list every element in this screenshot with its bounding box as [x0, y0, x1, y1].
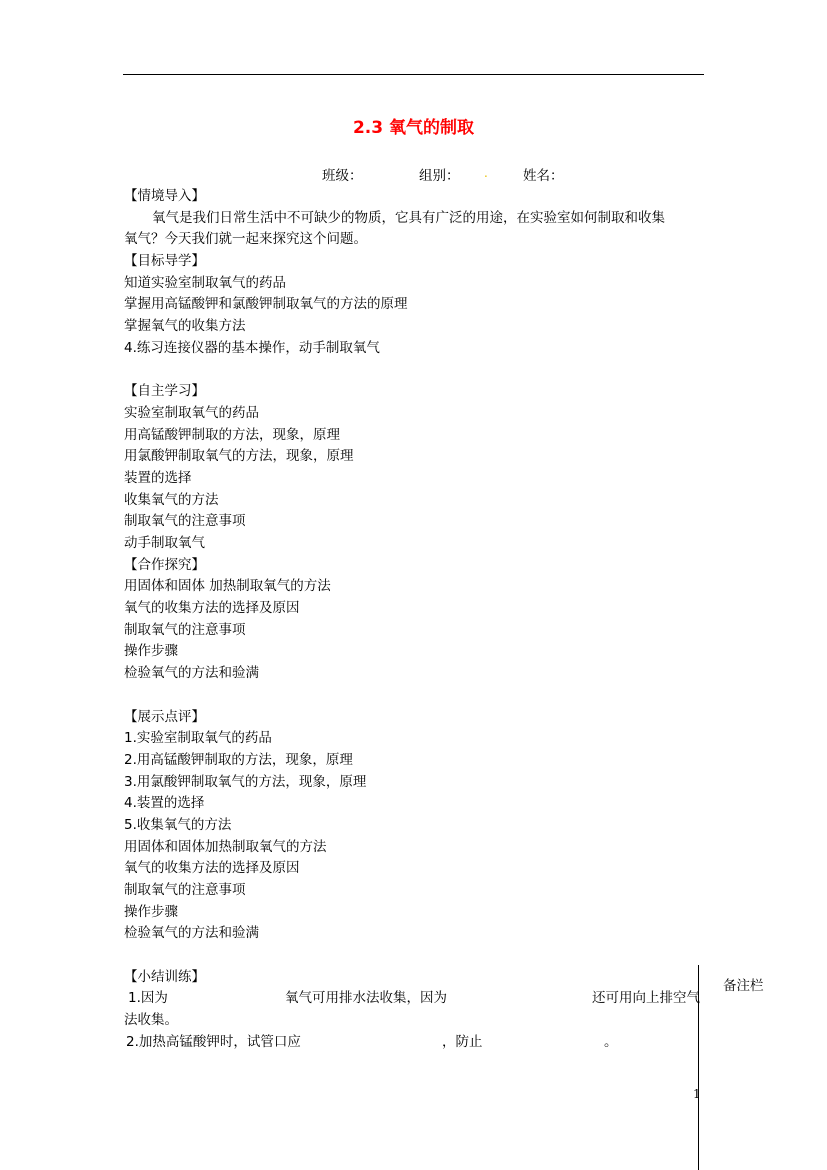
- document-body: [124, 186, 714, 1054]
- name-label: 姓名：: [523, 168, 564, 184]
- cooperate-item: 制取氧气的注意事项: [124, 621, 246, 638]
- spacer: [124, 360, 714, 382]
- summary-question-1: [124, 988, 714, 1010]
- self-study-item: 用氯酸钾制取氧气的方法，现象，原理: [124, 448, 354, 465]
- spacer: [124, 685, 714, 707]
- show-item: 1.实验室制取氧气的药品: [124, 730, 272, 747]
- section-heading-intro: 【情境导入】: [124, 188, 205, 204]
- self-study-item: 动手制取氧气: [124, 535, 205, 551]
- show-item: 氧气的收集方法的选择及原因: [124, 860, 300, 877]
- intro-line-1: 氧气是我们日常生活中不可缺少的物质，它具有广泛的用途，在实验室如何制取和收集: [152, 209, 665, 226]
- section-heading-goals: 【目标导学】: [124, 253, 205, 270]
- self-study-item: 装置的选择: [124, 469, 192, 486]
- self-study-item: 用高锰酸钾制取的方法，现象，原理: [124, 426, 340, 443]
- goal-item: 4.练习连接仪器的基本操作，动手制取氧气: [124, 339, 380, 356]
- page-title: 2.3 氧气的制取: [352, 118, 475, 138]
- goal-item: 掌握氧气的收集方法: [124, 318, 246, 335]
- q1-part-a: 1.因为: [128, 990, 168, 1007]
- show-item: 制取氧气的注意事项: [124, 882, 246, 898]
- summary-question-1-cont: 法收集。: [124, 1012, 178, 1029]
- self-study-item: 制取氧气的注意事项: [124, 513, 246, 530]
- summary-question-2: [124, 1032, 714, 1054]
- goal-item: 掌握用高锰酸钾和氯酸钾制取氧气的方法的原理: [124, 296, 408, 313]
- show-item: 3.用氯酸钾制取氧气的方法，现象，原理: [124, 773, 367, 790]
- section-heading-cooperate: 【合作探究】: [124, 556, 205, 573]
- yellow-mark: .: [484, 166, 488, 180]
- group-label: 组别：: [419, 168, 460, 184]
- q2-part-a: 2.加热高锰酸钾时，试管口应: [126, 1033, 301, 1050]
- section-heading-self-study: 【自主学习】: [124, 383, 205, 400]
- q2-part-c: 。: [604, 1033, 618, 1050]
- intro-line-2: 氧气？今天我们就一起来探究这个问题。: [124, 231, 367, 248]
- section-heading-summary: 【小结训练】: [124, 968, 205, 985]
- q1-part-c: 还可用向上排空气: [592, 990, 700, 1007]
- page-number: 1: [693, 1087, 701, 1101]
- show-item: 4.装置的选择: [124, 795, 205, 812]
- header-rule: [123, 74, 704, 75]
- show-item: 2.用高锰酸钾制取的方法，现象，原理: [124, 751, 353, 768]
- show-item: 用固体和固体加热制取氧气的方法: [124, 838, 327, 855]
- q2-part-b: ，防止: [442, 1033, 483, 1050]
- spacer: [124, 945, 714, 967]
- cooperate-item: 氧气的收集方法的选择及原因: [124, 600, 300, 617]
- cooperate-item: 检验氧气的方法和验满: [124, 665, 259, 682]
- section-heading-show: 【展示点评】: [124, 708, 205, 725]
- cooperate-item: 操作步骤: [124, 643, 178, 660]
- cooperate-item: 用固体和固体 加热制取氧气的方法: [124, 578, 331, 595]
- show-item: 检验氧气的方法和验满: [124, 925, 259, 942]
- goal-item: 知道实验室制取氧气的药品: [124, 274, 286, 291]
- notes-column-label: 备注栏: [723, 978, 764, 994]
- show-item: 5.收集氧气的方法: [124, 816, 232, 833]
- q1-part-b: 氧气可用排水法收集，因为: [285, 990, 447, 1007]
- sidebar-divider: [698, 965, 699, 1170]
- self-study-item: 实验室制取氧气的药品: [124, 404, 259, 421]
- show-item: 操作步骤: [124, 903, 178, 920]
- class-label: 班级：: [322, 168, 363, 184]
- self-study-item: 收集氧气的方法: [124, 491, 219, 508]
